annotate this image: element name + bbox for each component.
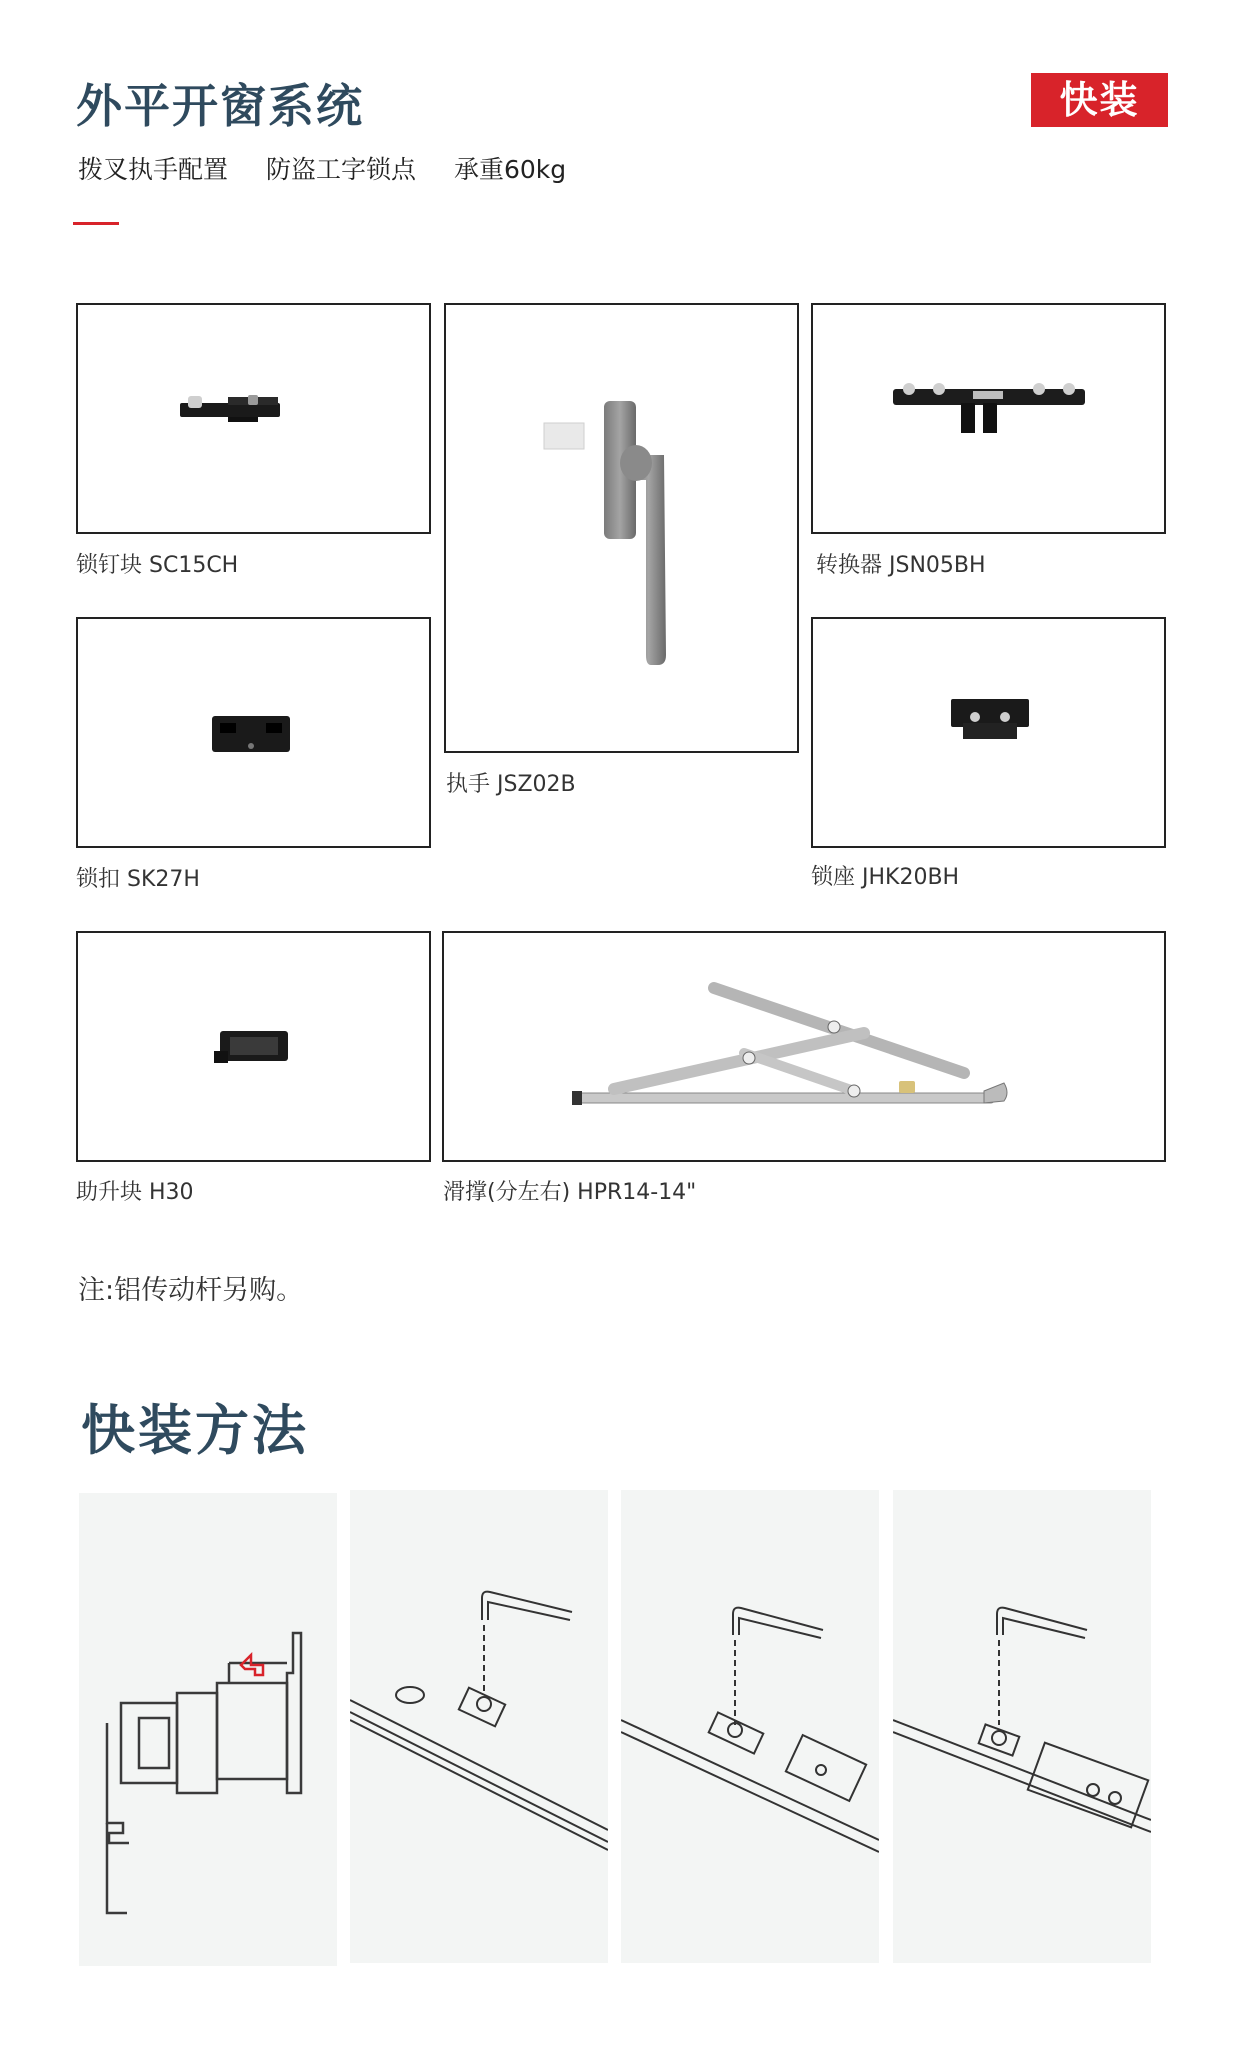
feature-1: 拨叉执手配置	[78, 155, 229, 184]
part-card-sk27h	[76, 617, 431, 848]
lock-seat-image	[813, 619, 1164, 846]
window-handle-image	[446, 305, 797, 751]
footnote: 注:铝传动杆另购。	[78, 1275, 304, 1306]
part-card-jsz02b	[444, 303, 799, 753]
lock-keeper-image	[78, 619, 429, 846]
part-card-h30	[76, 931, 431, 1162]
friction-stay-image	[444, 933, 1164, 1160]
part-label-sc15ch: 锁钉块 SC15CH	[76, 553, 239, 578]
feature-3: 承重60kg	[453, 155, 567, 184]
part-label-jsn05bh: 转换器 JSN05BH	[816, 553, 986, 578]
part-label-jhk20bh: 锁座 JHK20BH	[811, 865, 960, 890]
converter-image	[813, 305, 1164, 532]
part-label-h30: 助升块 H30	[76, 1180, 194, 1205]
part-card-jsn05bh	[811, 303, 1166, 534]
hex-key-tighten-image	[621, 1490, 879, 1963]
part-label-hpr14: 滑撑(分左右) HPR14-14"	[443, 1180, 697, 1205]
install-step-locked	[893, 1490, 1151, 1963]
feature-list	[78, 150, 596, 186]
install-method-title: 快装方法	[81, 1399, 309, 1462]
quick-install-badge: 快装	[1031, 73, 1168, 127]
part-label-sk27h: 锁扣 SK27H	[76, 867, 200, 892]
window-profile-section-image	[79, 1493, 337, 1966]
page-title: 外平开窗系统	[76, 79, 364, 133]
feature-2: 防盗工字锁点	[265, 155, 416, 184]
hex-key-locked-image	[893, 1490, 1151, 1963]
install-step-tighten	[621, 1490, 879, 1963]
lift-block-image	[78, 933, 429, 1160]
part-label-jsz02b: 执手 JSZ02B	[446, 772, 576, 797]
part-card-jhk20bh	[811, 617, 1166, 848]
lock-pin-block-image	[78, 305, 429, 532]
accent-divider	[73, 222, 119, 225]
hex-key-insert-image	[350, 1490, 608, 1963]
part-card-sc15ch	[76, 303, 431, 534]
install-step-insert	[350, 1490, 608, 1963]
install-step-profile	[79, 1493, 337, 1966]
part-card-hpr14	[442, 931, 1166, 1162]
